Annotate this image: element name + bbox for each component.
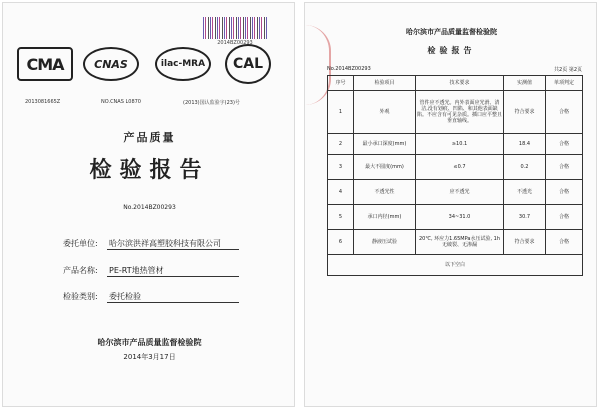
verdict: 合格 — [546, 230, 583, 255]
cnas-logo-icon: CNAS — [83, 47, 139, 81]
client-value: 哈尔滨洪祥高塑胶科技有限公司 — [107, 238, 239, 250]
measured-value: 18.4 — [504, 134, 546, 155]
table-row — [328, 230, 583, 255]
column-header: 检验项目 — [354, 76, 416, 91]
page-indicator: 共2页 第2页 — [554, 67, 582, 73]
client-label: 委托单位: — [63, 239, 98, 248]
measured-value: 符合要求 — [504, 230, 546, 255]
report-number: No.2014BZ00293 — [123, 204, 176, 211]
row-number: 4 — [328, 180, 354, 205]
test-item: 最大不圆度(mm) — [354, 155, 416, 180]
results-report-number: No.2014BZ00293 — [327, 66, 371, 72]
verdict: 合格 — [546, 134, 583, 155]
test-item: 外观 — [354, 91, 416, 134]
row-number: 2 — [328, 134, 354, 155]
test-item: 静液压试验 — [354, 230, 416, 255]
product-name-field — [63, 265, 239, 277]
row-number: 1 — [328, 91, 354, 134]
table-footer-row — [328, 255, 583, 276]
cal-cert-number: (2013)国认监验字(23)号 — [183, 100, 240, 106]
cma-logo-icon: CMA — [17, 47, 73, 81]
table-row — [328, 155, 583, 180]
inspection-type-label: 检验类别: — [63, 292, 98, 301]
inspection-type-value: 委托检验 — [107, 291, 239, 303]
test-item: 不透光性 — [354, 180, 416, 205]
column-header: 单项判定 — [546, 76, 583, 91]
results-table — [327, 75, 583, 276]
barcode-number: 2014BZ00293 — [217, 40, 253, 46]
product-quality-heading: 产品质量 — [123, 131, 176, 144]
inspection-type-field — [63, 291, 239, 303]
verdict: 合格 — [546, 91, 583, 134]
measured-value: 0.2 — [504, 155, 546, 180]
issuer-name: 哈尔滨市产品质量监督检验院 — [97, 338, 202, 347]
table-row — [328, 134, 583, 155]
row-number: 5 — [328, 205, 354, 230]
requirement: 应不透光 — [416, 180, 504, 205]
verdict: 合格 — [546, 180, 583, 205]
measured-value: 30.7 — [504, 205, 546, 230]
table-header-row — [328, 76, 583, 91]
report-cover-page — [2, 2, 295, 407]
client-field — [63, 238, 239, 250]
measured-value: 符合要求 — [504, 91, 546, 134]
row-number: 3 — [328, 155, 354, 180]
test-item: 承口内径(mm) — [354, 205, 416, 230]
barcode-icon — [203, 17, 267, 39]
requirement: 20℃, 环应力1.65MPa水压试验, 1h无破裂、无渗漏 — [416, 230, 504, 255]
institute-name: 哈尔滨市产品质量监督检验院 — [406, 28, 497, 36]
table-row — [328, 91, 583, 134]
verdict: 合格 — [546, 205, 583, 230]
cal-logo-icon: CAL — [225, 44, 271, 84]
column-header: 序号 — [328, 76, 354, 91]
requirement: 管件应不透光。内外表面应光滑、清洁,没有划痕、凹陷、和其他表面缺陷。不应含有可见杂质。插口应平整且垂直轴线。 — [416, 91, 504, 134]
issue-date: 2014年3月17日 — [123, 353, 176, 361]
product-name-label: 产品名称: — [63, 266, 98, 275]
page-title: 检验报告 — [89, 157, 210, 183]
results-title: 检验报告 — [427, 46, 476, 55]
blank-below-note: 以下空白 — [328, 255, 583, 276]
column-header: 实测值 — [504, 76, 546, 91]
column-header: 技术要求 — [416, 76, 504, 91]
requirement: ≥10.1 — [416, 134, 504, 155]
cma-cert-number: 2013081665Z — [25, 99, 61, 105]
product-name-value: PE-RT地热管材 — [107, 265, 239, 277]
ilac-mra-logo-icon: ilac-MRA — [155, 47, 211, 81]
table-row — [328, 205, 583, 230]
requirement: ≤0.7 — [416, 155, 504, 180]
measured-value: 不透光 — [504, 180, 546, 205]
report-results-page — [304, 2, 597, 407]
table-row — [328, 180, 583, 205]
cnas-cert-number: NO.CNAS L0870 — [101, 99, 141, 105]
requirement: 34~31.0 — [416, 205, 504, 230]
test-item: 最小承口深度(mm) — [354, 134, 416, 155]
row-number: 6 — [328, 230, 354, 255]
verdict: 合格 — [546, 155, 583, 180]
accreditation-logos — [17, 47, 282, 89]
